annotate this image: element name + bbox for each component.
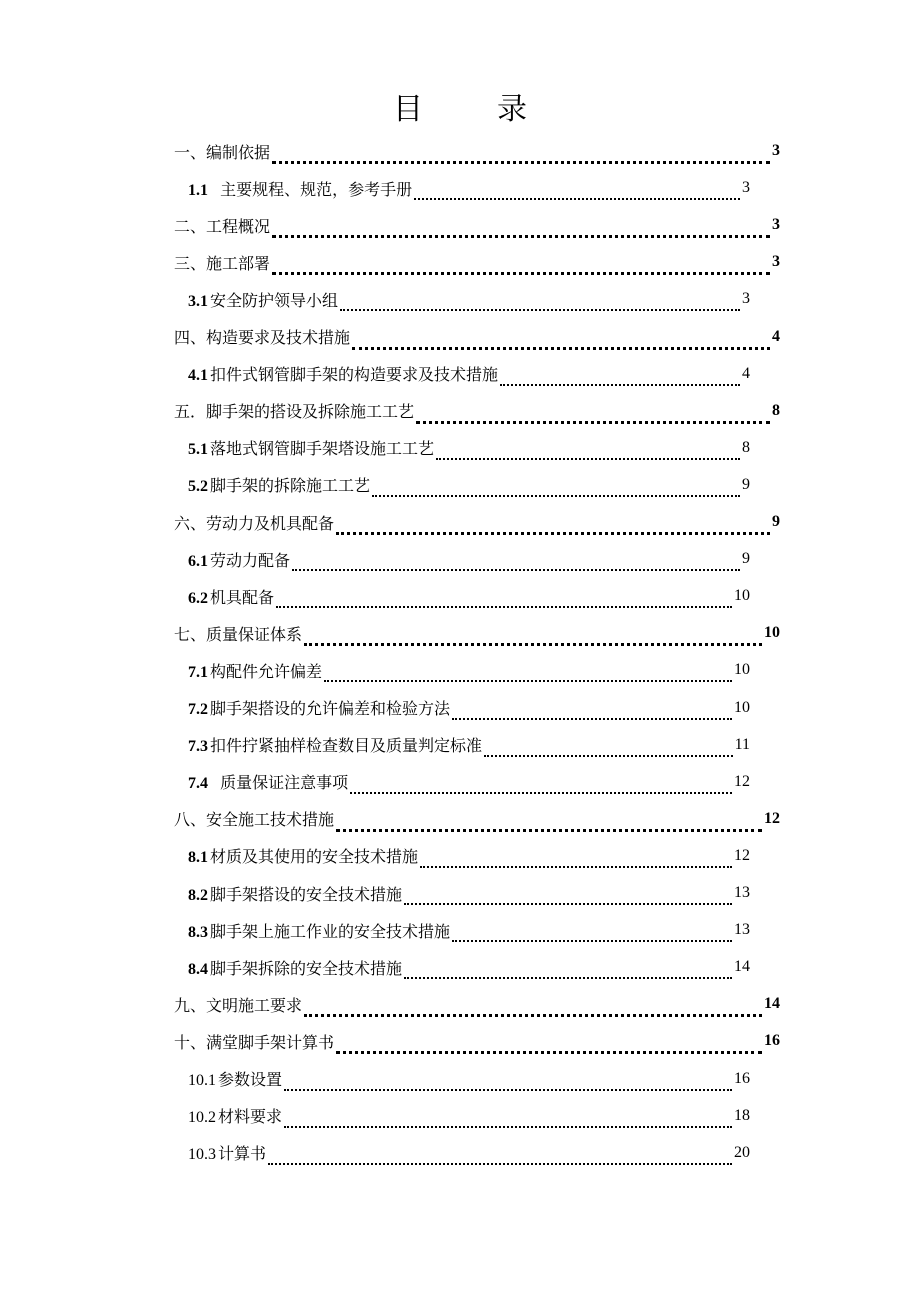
toc-entry-text: 脚手架拆除的安全技术措施 [210, 958, 403, 978]
toc-entry-label [174, 511, 334, 534]
toc-entry-label [188, 956, 402, 979]
toc-page-number: 3 [742, 179, 750, 197]
toc-entry-text: 四、构造要求及技术措施 [174, 328, 351, 347]
toc-page-number: 12 [734, 772, 750, 790]
toc-chapter-entry[interactable] [174, 618, 780, 648]
toc-entry-number: 7.1 [188, 663, 208, 681]
toc-entry-text: 十、满堂脚手架计算书 [174, 1032, 335, 1052]
toc-section-entry[interactable] [188, 730, 750, 760]
toc-section-entry[interactable] [188, 433, 750, 463]
toc-entry-label [188, 733, 482, 756]
toc-entry-text: 脚手架搭设的安全技术措施 [210, 884, 403, 904]
toc-chapter-entry[interactable] [174, 322, 780, 352]
toc-leader-dots [416, 403, 770, 424]
toc-chapter-entry[interactable] [174, 247, 780, 277]
toc-leader-dots [452, 922, 732, 942]
toc-section-entry[interactable] [188, 1101, 750, 1131]
toc-entry-text: 劳动力配备 [210, 550, 291, 570]
toc-entry-label [188, 770, 348, 793]
toc-entry-label [174, 622, 302, 645]
toc-entry-label [188, 473, 370, 496]
toc-chapter-entry[interactable] [174, 507, 780, 537]
toc-page-number: 4 [742, 364, 750, 382]
toc-section-entry[interactable] [188, 581, 750, 611]
toc-entry-text: 计算书 [218, 1144, 267, 1164]
toc-leader-dots [272, 254, 770, 275]
toc-section-entry[interactable] [188, 915, 750, 945]
toc-leader-dots [352, 329, 770, 350]
toc-leader-dots [272, 217, 770, 238]
toc-entry-text: 扣件拧紧抽样检查数目及质量判定标准 [210, 736, 483, 756]
toc-entry-number: 10.1 [188, 1072, 216, 1089]
toc-entry-number: 8.4 [188, 960, 208, 978]
toc-chapter-entry[interactable] [174, 210, 780, 240]
toc-page-number: 8 [772, 401, 780, 419]
toc-chapter-entry[interactable] [174, 989, 780, 1019]
toc-entry-text: 落地式钢管脚手架塔设施工工艺 [210, 439, 435, 459]
toc-page-number: 12 [764, 809, 780, 827]
toc-leader-dots [324, 662, 732, 682]
toc-leader-dots [404, 885, 732, 905]
title-char-1: 目 [393, 92, 423, 127]
toc-entry-label [188, 696, 450, 719]
toc-entry-number: 6.1 [188, 552, 208, 570]
toc-section-entry[interactable] [188, 767, 750, 797]
toc-entry-number: 7.4 [188, 775, 208, 793]
toc-entry-label [188, 1104, 282, 1127]
toc-entry-label [188, 844, 418, 867]
toc-entry-number: 3.1 [188, 292, 208, 310]
toc-leader-dots [372, 477, 740, 497]
toc-section-entry[interactable] [188, 173, 750, 203]
toc-page-number: 10 [764, 624, 780, 642]
toc-section-entry[interactable] [188, 1138, 750, 1168]
toc-entry-label [188, 585, 274, 608]
toc-page-number: 16 [764, 1032, 780, 1050]
toc-chapter-entry[interactable] [174, 804, 780, 834]
toc-section-entry[interactable] [188, 841, 750, 871]
toc-entry-number: 8.1 [188, 849, 208, 867]
toc-entry-text: 八、安全施工技术措施 [174, 810, 335, 830]
toc-page-number: 9 [772, 513, 780, 530]
toc-entry-label [174, 807, 334, 830]
toc-leader-dots [272, 143, 770, 164]
toc-entry-label [174, 399, 414, 422]
toc-leader-dots [268, 1145, 732, 1165]
toc-chapter-entry[interactable] [174, 396, 780, 426]
toc-entry-label [188, 659, 322, 682]
toc-section-entry[interactable] [188, 470, 750, 500]
toc-section-entry[interactable] [188, 544, 750, 574]
toc-leader-dots [336, 811, 762, 832]
toc-page-number: 3 [772, 216, 780, 234]
toc-entry-label [174, 1030, 334, 1053]
toc-entry-text: 主要规程、规范，参考手册 [210, 179, 413, 199]
toc-entry-text: 六、劳动力及机具配备 [174, 513, 335, 533]
toc-page-number: 9 [742, 550, 750, 568]
toc-entry-text: 机具配备 [210, 587, 275, 607]
toc-leader-dots [304, 996, 762, 1017]
toc-leader-dots [420, 848, 732, 868]
toc-entry-text: 材料要求 [218, 1107, 283, 1127]
toc-entry-label [188, 177, 412, 200]
toc-page-number: 18 [734, 1106, 750, 1124]
toc-leader-dots [336, 514, 770, 535]
toc-page-number: 14 [764, 995, 780, 1013]
toc-entry-text: 脚手架搭设的允许偏差和检验方法 [210, 699, 451, 718]
toc-page-number: 3 [742, 290, 750, 308]
toc-entry-label [174, 993, 302, 1016]
toc-page-number: 13 [734, 921, 750, 939]
toc-entry-label [188, 288, 338, 311]
toc-section-entry[interactable] [188, 359, 750, 389]
toc-leader-dots [276, 588, 732, 608]
toc-leader-dots [350, 774, 732, 794]
toc-page-number: 11 [734, 735, 750, 753]
toc-entry-label [174, 325, 350, 348]
toc-entry-text: 三、施工部署 [174, 253, 271, 273]
toc-leader-dots [292, 551, 740, 571]
toc-leader-dots [284, 1108, 732, 1128]
toc-section-entry[interactable] [188, 952, 750, 982]
toc-page-number: 8 [742, 438, 750, 456]
toc-entry-text: 质量保证注意事项 [210, 773, 349, 793]
toc-entry-text: 脚手架的拆除施工工艺 [210, 476, 371, 496]
toc-entry-text: 安全防护领导小组 [210, 290, 339, 310]
toc-entry-text: 二、工程概况 [174, 216, 271, 236]
toc-section-entry[interactable] [188, 693, 750, 723]
toc-section-entry[interactable] [188, 1064, 750, 1094]
toc-entry-number: 1.1 [188, 181, 208, 199]
toc-entry-text: 构配件允许偏差 [210, 661, 323, 681]
toc-entry-text: 一、编制依据 [174, 142, 271, 162]
toc-page-number: 13 [734, 884, 750, 901]
toc-entry-label [174, 140, 270, 163]
toc-entry-text: 七、质量保证体系 [174, 624, 303, 644]
toc-page-number: 12 [734, 846, 750, 864]
toc-page-number: 9 [742, 475, 750, 493]
toc-chapter-entry[interactable] [174, 136, 780, 166]
toc-entry-number: 5.1 [188, 441, 208, 459]
toc-entry-label [188, 436, 434, 459]
toc-page-number: 16 [734, 1069, 750, 1087]
toc-page-number: 3 [772, 142, 780, 159]
toc-leader-dots [500, 366, 740, 386]
toc-leader-dots [414, 180, 740, 200]
toc-leader-dots [340, 291, 740, 311]
toc-entry-text: 脚手架上施工作业的安全技术措施 [210, 921, 451, 941]
toc-page-number: 10 [734, 661, 750, 679]
toc-section-entry[interactable] [188, 655, 750, 685]
toc-entry-number: 5.2 [188, 478, 208, 496]
toc-page-number: 4 [772, 327, 780, 345]
toc-entry-text: 五．脚手架的搭设及拆除施工工艺 [174, 402, 415, 422]
toc-page-number: 10 [734, 587, 750, 605]
toc-entry-number: 10.2 [188, 1109, 216, 1127]
toc-leader-dots [484, 737, 733, 757]
toc-leader-dots [452, 700, 732, 720]
toc-entry-label [188, 919, 450, 942]
toc-leader-dots [404, 959, 732, 979]
toc-entry-label [188, 548, 290, 571]
toc-page-number: 14 [734, 958, 750, 976]
toc-entry-text: 材质及其使用的安全技术措施 [210, 847, 419, 867]
title-char-2: 录 [497, 92, 527, 127]
toc-leader-dots [436, 440, 740, 460]
toc-entry-number: 10.3 [188, 1146, 216, 1164]
toc-entry-text: 九、文明施工要求 [174, 995, 303, 1015]
toc-entry-number: 8.3 [188, 923, 208, 941]
toc-entry-number: 4.1 [188, 367, 208, 385]
toc-entry-text: 参数设置 [218, 1070, 283, 1089]
toc-entry-label [188, 1067, 282, 1090]
toc-leader-dots [284, 1071, 732, 1091]
toc-entry-label [188, 1141, 266, 1164]
toc-entry-label [188, 362, 498, 385]
toc-entry-text: 扣件式钢管脚手架的构造要求及技术措施 [210, 365, 499, 385]
toc-entry-label [188, 882, 402, 905]
toc-entry-label [174, 214, 270, 237]
toc-entry-number: 6.2 [188, 589, 208, 607]
toc-page-number: 20 [734, 1143, 750, 1161]
toc-section-entry[interactable] [188, 284, 750, 314]
toc-page-number: 10 [734, 698, 750, 716]
toc-chapter-entry[interactable] [174, 1026, 780, 1056]
toc-entry-number: 7.3 [188, 738, 208, 756]
toc-entry-number: 8.2 [188, 886, 208, 904]
toc-leader-dots [336, 1033, 762, 1054]
toc-section-entry[interactable] [188, 878, 750, 908]
toc-entry-number: 7.2 [188, 701, 208, 718]
toc-entry-label [174, 251, 270, 274]
toc-leader-dots [304, 625, 762, 646]
toc-page-number: 3 [772, 253, 780, 271]
